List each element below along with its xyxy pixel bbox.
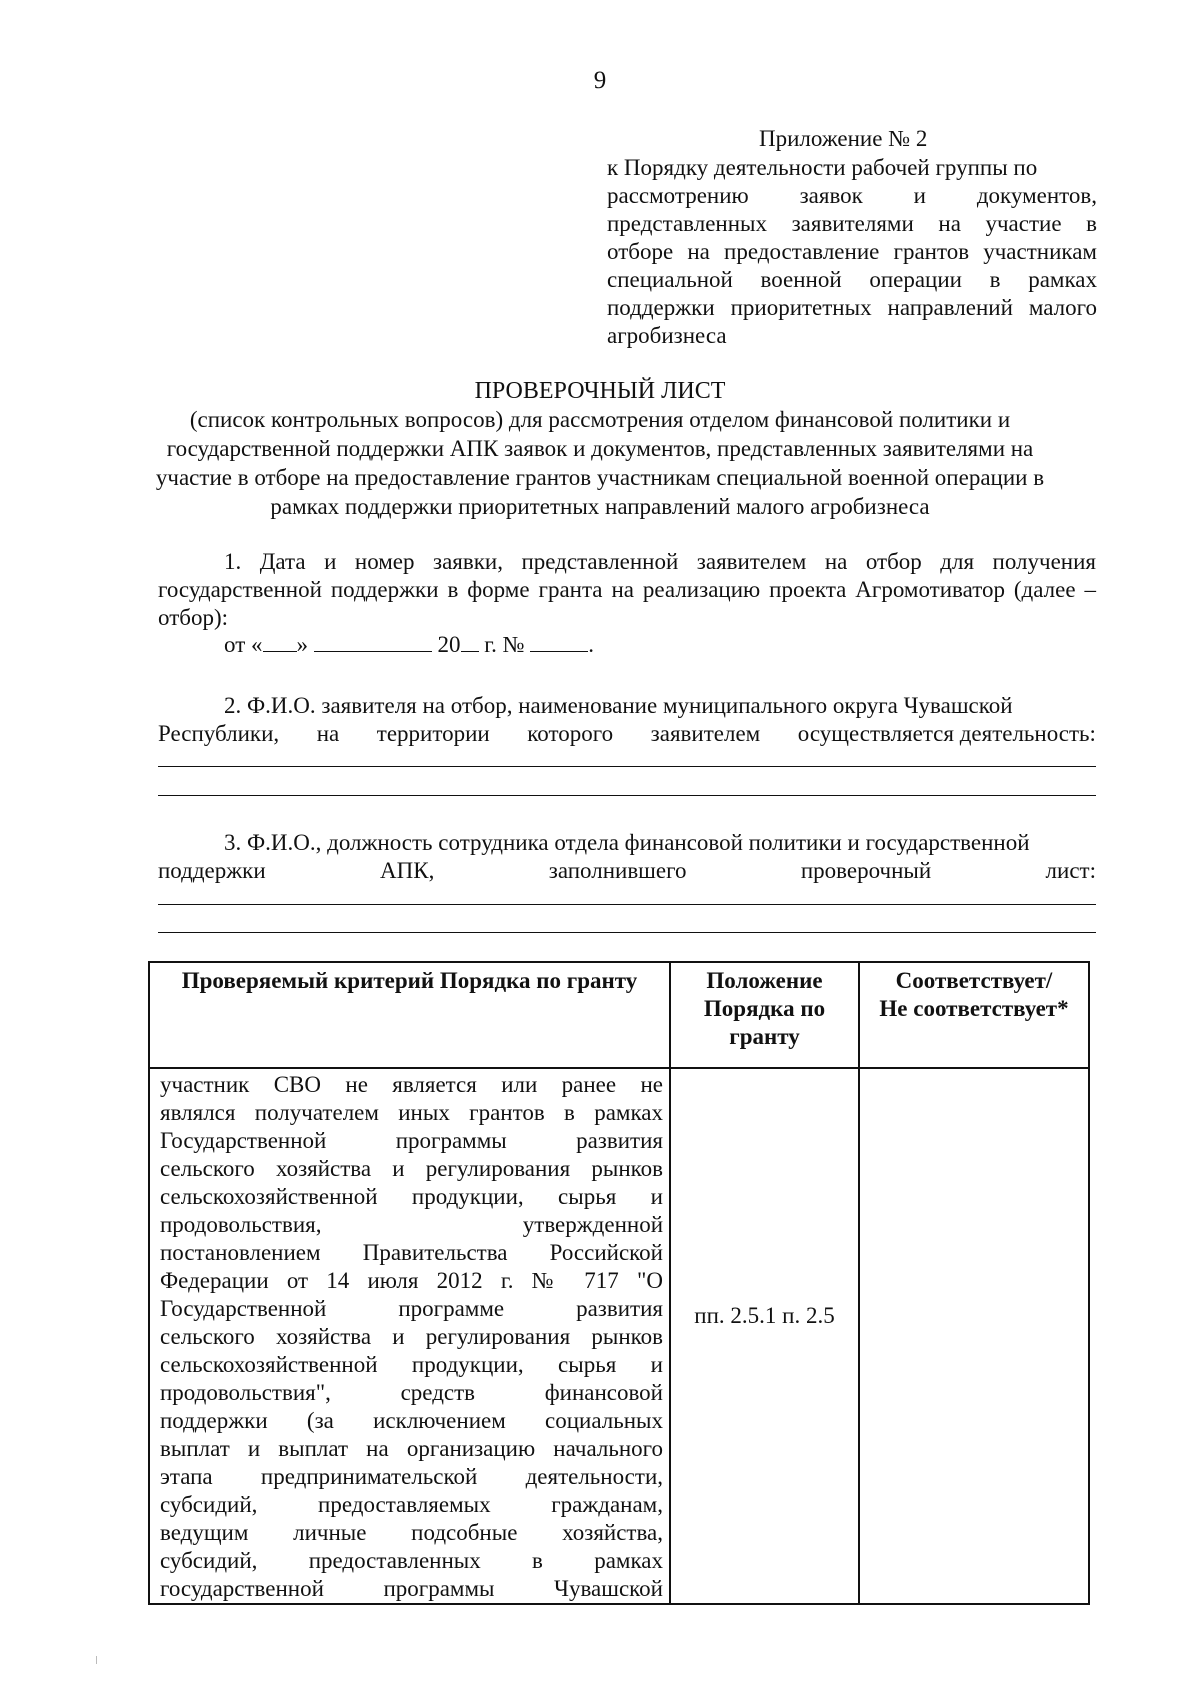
appendix-body — [607, 154, 1097, 350]
appendix-line: рассмотрению заявок и документов, — [607, 183, 1097, 208]
subtitle-line: рамках поддержки приоритетных направлений малого агробизнеса — [270, 494, 930, 519]
appendix-line: агробизнеса — [607, 323, 727, 348]
section-2-text: 2. Ф.И.О. заявителя на отбор, наименование муниципального округа Чувашской Республики, на территории которого заявителем осуществляется деятельность: — [158, 693, 1096, 746]
criterion-line: выплат и выплат на организацию начального — [160, 1436, 663, 1461]
header-criterion: Проверяемый критерий Порядка по гранту — [149, 962, 670, 1068]
criterion-line: сельского хозяйства и регулирования рынков — [160, 1324, 663, 1349]
criterion-line: Государственной программы развития — [160, 1128, 663, 1153]
fill-line — [158, 766, 1096, 767]
criterion-line: постановлением Правительства Российской — [160, 1240, 663, 1265]
criterion-line: Государственной программе развития — [160, 1296, 663, 1321]
criterion-line: участник СВО не является или ранее не — [160, 1072, 663, 1097]
year-blank — [461, 631, 479, 652]
month-blank — [314, 631, 432, 652]
header-reference: Положение Порядка по гранту — [670, 962, 859, 1068]
criterion-line: Федерации от 14 июля 2012 г. № 717 "О — [160, 1268, 663, 1293]
compliance-cell — [859, 1068, 1089, 1604]
scan-artifact — [96, 1656, 97, 1664]
subtitle-line: участие в отборе на предоставление грантов участникам специальной военной операции в — [155, 465, 1045, 490]
appendix-line: к Порядку деятельности рабочей группы по — [607, 155, 1038, 180]
fill-line — [158, 795, 1096, 796]
reference-cell: пп. 2.5.1 п. 2.5 — [670, 1068, 859, 1604]
criterion-line: сельскохозяйственной продукции, сырья и — [160, 1352, 663, 1377]
criterion-line: этапа предпринимательской деятельности, — [160, 1464, 663, 1489]
document-subtitle — [150, 405, 1050, 521]
appendix-line: представленных заявителями на участие в — [607, 211, 1097, 236]
table-header-row — [149, 962, 1089, 1068]
criterion-cell — [149, 1068, 670, 1604]
criterion-line: продовольствия", средств финансовой — [160, 1380, 663, 1405]
number-blank — [530, 631, 588, 652]
appendix-line: отборе на предоставление грантов участникам — [607, 239, 1097, 264]
fill-line — [158, 932, 1096, 933]
criterion-line: государственной программы Чувашской — [160, 1576, 663, 1601]
appendix-line: специальной военной операции в рамках — [607, 267, 1097, 292]
header-compliance: Соответствует/ Не соответствует* — [859, 962, 1089, 1068]
criteria-table — [148, 961, 1090, 1605]
criterion-line: продовольствия, утвержденной — [160, 1212, 663, 1237]
criterion-line: субсидий, предоставляемых гражданам, — [160, 1492, 663, 1517]
table-row — [149, 1068, 1089, 1604]
criterion-line: субсидий, предоставленных в рамках — [160, 1548, 663, 1573]
appendix-title: Приложение № 2 — [759, 126, 928, 151]
section-1-text: 1. Дата и номер заявки, представленной заявителем на отбор для получения государственной поддержки в форме гранта на реализацию проекта Агромотиватор (далее – отбор): — [158, 549, 1096, 630]
criterion-line: ведущим личные подсобные хозяйства, — [160, 1520, 663, 1545]
criterion-line: сельского хозяйства и регулирования рынков — [160, 1156, 663, 1181]
application-date-line: от « » 20 г. № . — [224, 632, 595, 657]
appendix-line: поддержки приоритетных направлений малого — [607, 295, 1097, 320]
criterion-line: поддержки (за исключением социальных — [160, 1408, 663, 1433]
document-title: ПРОВЕРОЧНЫЙ ЛИСТ — [474, 378, 726, 404]
criterion-line: сельскохозяйственной продукции, сырья и — [160, 1184, 663, 1209]
page-number: 9 — [593, 67, 607, 94]
subtitle-line: государственной поддержки АПК заявок и документов, представленных заявителями на — [166, 436, 1034, 461]
section-3-text: 3. Ф.И.О., должность сотрудника отдела финансовой политики и государственной поддержки АПК, заполнившего проверочный лист: — [158, 830, 1096, 883]
criterion-line: являлся получателем иных грантов в рамках — [160, 1100, 663, 1125]
fill-line — [158, 904, 1096, 905]
subtitle-line: (список контрольных вопросов) для рассмотрения отделом финансовой политики и — [189, 407, 1011, 432]
day-blank — [263, 631, 297, 652]
